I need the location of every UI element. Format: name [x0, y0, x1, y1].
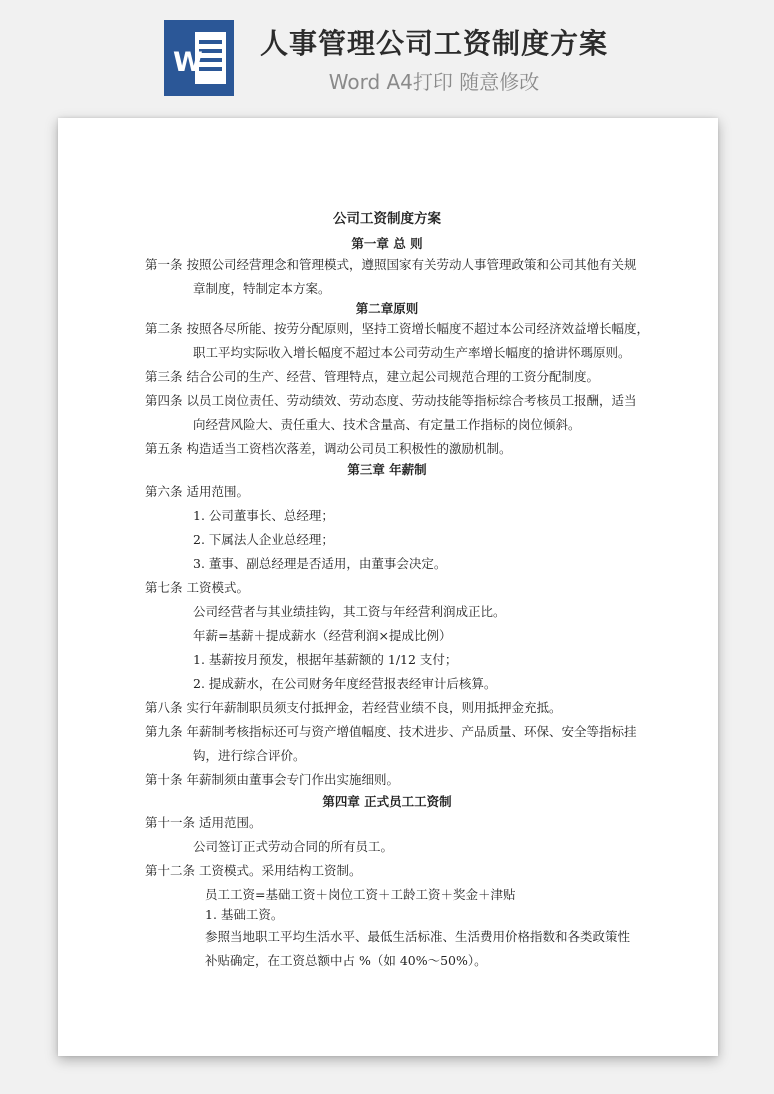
paragraph: 公司签订正式劳动合同的所有员工。: [193, 839, 394, 854]
article-continuation: 章制度，特制定本方案。: [193, 281, 331, 296]
chapter-heading: 第二章原则: [355, 301, 419, 316]
paragraph: 补贴确定，在工资总额中占 %（如 40%～50%）。: [205, 953, 487, 968]
article-line: 第二条 按照各尽所能、按劳分配原则，坚持工资增长幅度不超过本公司经济效益增长幅度，: [145, 321, 649, 336]
article-line: 第九条 年薪制考核指标还可与资产增值幅度、技术进步、产品质量、环保、安全等指标挂: [145, 724, 637, 739]
word-icon: [164, 20, 234, 96]
chapter-heading: 第四章 正式员工工资制: [322, 794, 452, 809]
formula-line: 年薪=基薪＋提成薪水（经营利润×提成比例）: [193, 628, 452, 643]
document-title: 公司工资制度方案: [333, 211, 441, 227]
article-line: 第四条 以员工岗位责任、劳动绩效、劳动态度、劳动技能等指标综合考核员工报酬，适当: [145, 393, 637, 408]
header-banner: [0, 0, 774, 110]
paragraph: 公司经营者与其业绩挂钩，其工资与年经营利润成正比。: [193, 604, 506, 619]
article-line: 第十二条 工资模式。采用结构工资制。: [145, 863, 362, 878]
list-item: 2. 提成薪水，在公司财务年度经营报表经审计后核算。: [193, 676, 497, 691]
formula-line: 员工工资=基础工资＋岗位工资＋工龄工资＋奖金＋津贴: [205, 887, 516, 902]
article-line: 第八条 实行年薪制职员须支付抵押金，若经营业绩不良，则用抵押金充抵。: [145, 700, 562, 715]
page-title: 人事管理公司工资制度方案: [259, 27, 608, 60]
article-line: 第一条 按照公司经营理念和管理模式，遵照国家有关劳动人事管理政策和公司其他有关规: [145, 257, 637, 272]
article-continuation: 职工平均实际收入增长幅度不超过本公司劳动生产率增长幅度的搶讲怀瑪原则。: [193, 345, 631, 360]
article-line: 第三条 结合公司的生产、经营、管理特点，建立起公司规范合理的工资分配制度。: [145, 369, 599, 384]
article-line: 第十一条 适用范围。: [145, 815, 262, 830]
article-line: 第六条 适用范围。: [145, 484, 249, 499]
article-line: 第十条 年薪制须由董事会专门作出实施细则。: [145, 772, 399, 787]
list-item: 1. 基础工资。: [205, 907, 284, 922]
article-continuation: 钩，进行综合评价。: [193, 748, 306, 763]
article-line: 第七条 工资模式。: [145, 580, 249, 595]
watermark: [89, 418, 117, 452]
chapter-heading: 第一章 总 则: [351, 236, 423, 251]
chapter-heading: 第三章 年薪制: [347, 462, 427, 477]
page-subtitle: Word A4打印 随意修改: [328, 70, 540, 94]
list-item: 1. 基薪按月预发，根据年基薪额的 1/12 支付；: [193, 652, 458, 667]
list-item: 2. 下属法人企业总经理；: [193, 532, 334, 547]
list-item: 1. 公司董事长、总经理；: [193, 508, 334, 523]
article-continuation: 向经营风险大、责任重大、技术含量高、有定量工作指标的岗位倾斜。: [193, 417, 581, 432]
paragraph: 参照当地职工平均生活水平、最低生活标准、生活费用价格指数和各类政策性: [205, 929, 631, 944]
list-item: 3. 董事、副总经理是否适用，由董事会决定。: [193, 556, 447, 571]
word-icon-letter: W: [173, 47, 203, 78]
article-line: 第五条 构造适当工资档次落差，调动公司员工积极性的激励机制。: [145, 441, 512, 456]
